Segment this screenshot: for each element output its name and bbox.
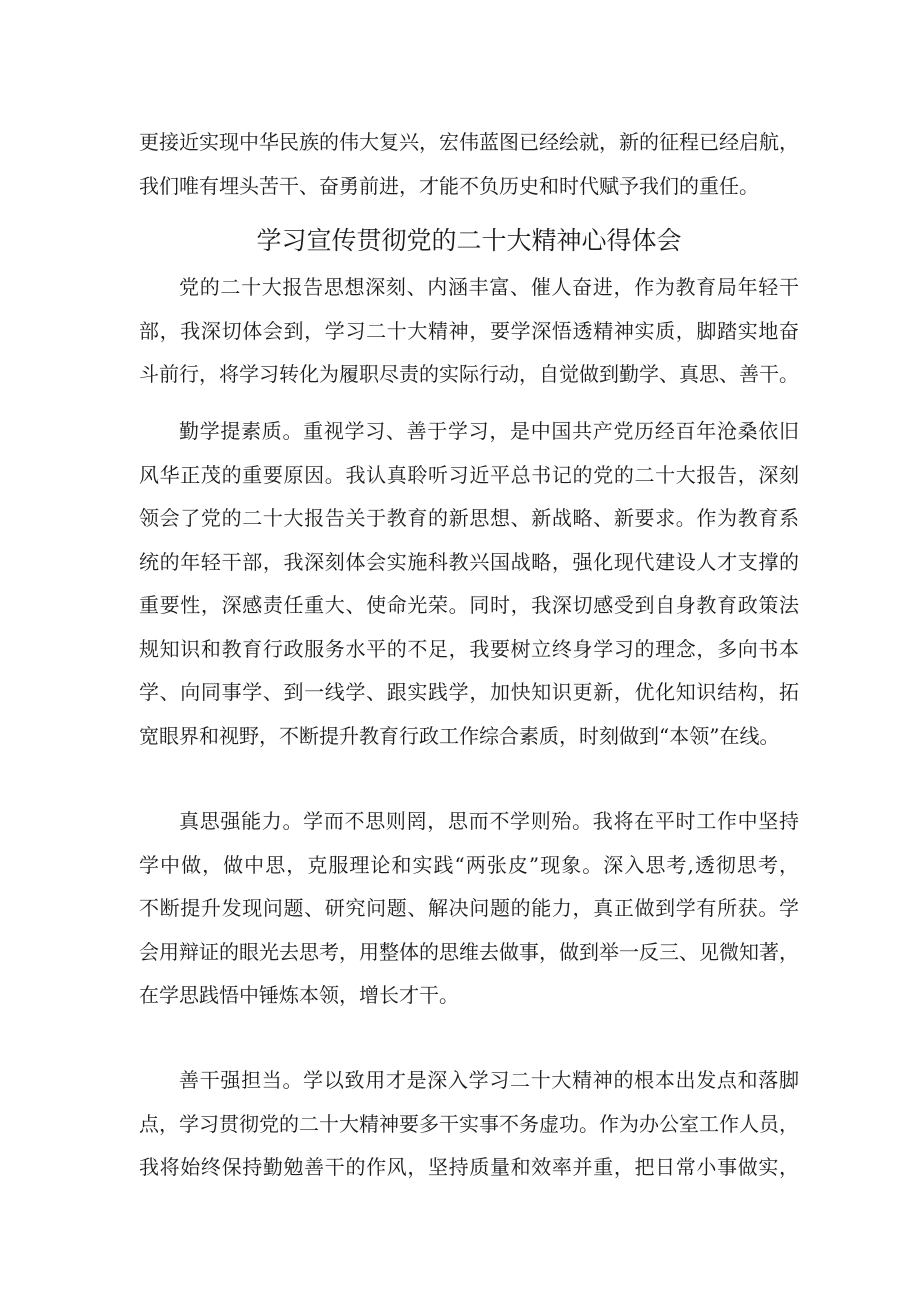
paragraph-2-line-3: 领会了党的二十大报告关于教育的新思想、新战略、新要求。作为教育系 (139, 506, 799, 530)
paragraph-2 (139, 410, 799, 758)
paragraph-4 (139, 1059, 799, 1190)
paragraph-2-line-7: 学、向同事学、到一线学、跟实践学，加快知识更新，优化知识结构，拓 (139, 680, 799, 704)
paragraph-3-line-2: 学中做，做中思，克服理论和实践“两张皮”现象。深入思考,透彻思考， (139, 852, 799, 877)
paragraph-1-line-2: 部，我深切体会到，学习二十大精神，要学深悟透精神实质，脚踏实地奋 (139, 318, 799, 343)
paragraph-4-line-1: 善干强担当。学以致用才是深入学习二十大精神的根本出发点和落脚 (179, 1068, 799, 1092)
paragraph-1 (139, 266, 799, 397)
intro-paragraph (139, 121, 799, 208)
paragraph-2-line-8: 宽眼界和视野，不断提升教育行政工作综合素质，时刻做到“本领”在线。 (139, 723, 780, 748)
paragraph-4-line-2: 点，学习贯彻党的二十大精神要多干实事不务虚功。作为办公室工作人员， (139, 1111, 799, 1136)
paragraph-1-line-3: 斗前行，将学习转化为履职尽责的实际行动，自觉做到勤学、真思、善干。 (139, 362, 799, 386)
intro-line-2: 我们唯有埋头苦干、奋勇前进，才能不负历史和时代赋予我们的重任。 (139, 173, 759, 198)
document-title: 学习宣传贯彻党的二十大精神心得体会 (256, 226, 682, 255)
intro-line-1: 更接近实现中华民族的伟大复兴，宏伟蓝图已经绘就，新的征程已经启航， (139, 130, 799, 154)
paragraph-2-line-5: 重要性，深感责任重大、使命光荣。同时，我深切感受到自身教育政策法 (139, 593, 799, 617)
paragraph-2-line-4: 统的年轻干部，我深刻体会实施科教兴国战略，强化现代建设人才支撑的 (139, 549, 799, 574)
paragraph-3-line-3: 不断提升发现问题、研究问题、解决问题的能力，真正做到学有所获。学 (139, 896, 799, 920)
paragraph-3-line-4: 会用辩证的眼光去思考，用整体的思维去做事，做到举一反三、见微知著， (139, 939, 799, 964)
paragraph-3-line-1: 真思强能力。学而不思则罔，思而不学则殆。我将在平时工作中坚持 (179, 809, 799, 833)
paragraph-1-line-1: 党的二十大报告思想深刻、内涵丰富、催人奋进，作为教育局年轻干 (179, 275, 799, 299)
paragraph-2-line-6: 规知识和教育行政服务水平的不足，我要树立终身学习的理念，多向书本 (139, 636, 799, 661)
paragraph-2-line-2: 风华正茂的重要原因。我认真聆听习近平总书记的党的二十大报告，深刻 (139, 462, 799, 487)
paragraph-3 (139, 800, 799, 1018)
paragraph-4-line-3: 我将始终保持勤勉善干的作风，坚持质量和效率并重，把日常小事做实， (139, 1155, 799, 1179)
paragraph-3-line-5: 在学思践悟中锤炼本领，增长才干。 (139, 983, 459, 1007)
paragraph-2-line-1: 勤学提素质。重视学习、善于学习，是中国共产党历经百年沧桑依旧 (179, 419, 799, 443)
